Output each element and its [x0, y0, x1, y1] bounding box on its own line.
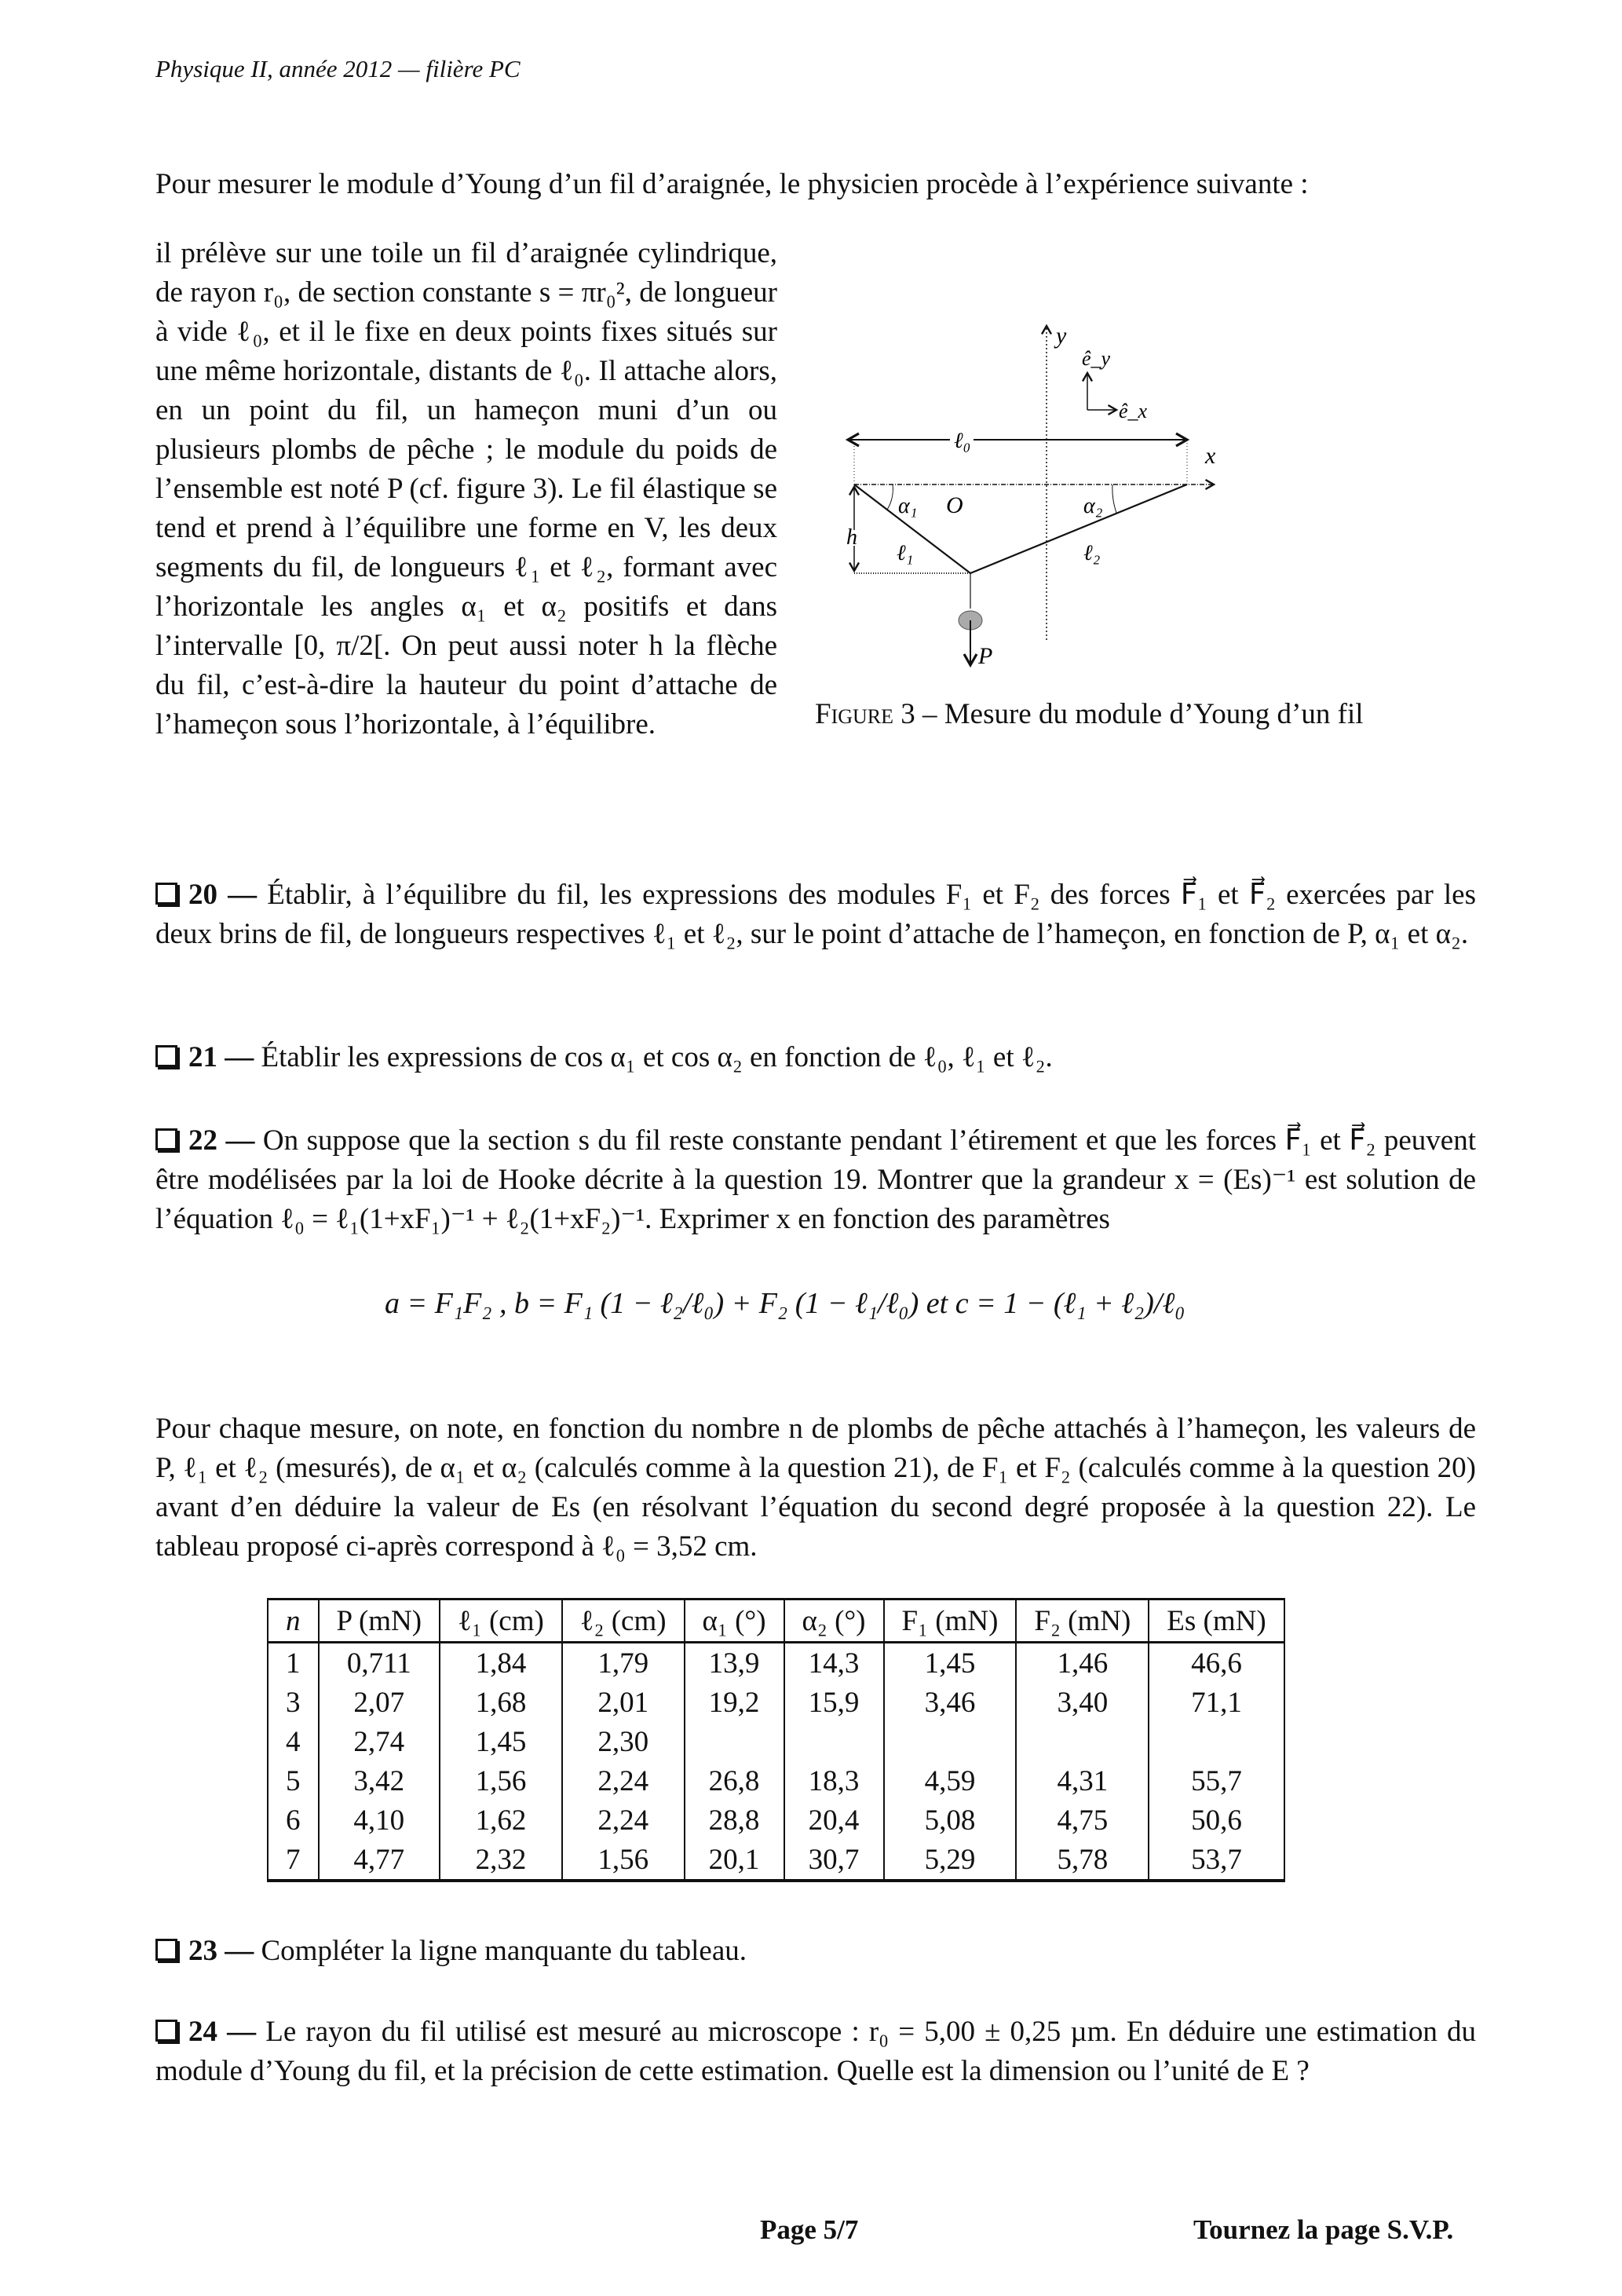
table-cell: 30,7 — [784, 1840, 884, 1881]
table-row — [268, 1722, 1284, 1761]
table-cell — [784, 1722, 884, 1761]
col-header: ℓ₁ (cm) — [440, 1600, 562, 1643]
table-cell: 7 — [268, 1840, 319, 1881]
table-cell: 1,46 — [1016, 1643, 1149, 1684]
table-header-row — [268, 1600, 1284, 1643]
col-header: F₁ (mN) — [884, 1600, 1017, 1643]
table-row — [268, 1683, 1284, 1722]
col-header: α₁ (°) — [685, 1600, 784, 1643]
table-cell: 4,75 — [1016, 1801, 1149, 1840]
checkbox-icon — [155, 2020, 177, 2042]
col-header: P (mN) — [319, 1600, 440, 1643]
table-cell: 5,78 — [1016, 1840, 1149, 1881]
table-row — [268, 1761, 1284, 1801]
table-cell: 2,30 — [562, 1722, 685, 1761]
table-row — [268, 1801, 1284, 1840]
figure-caption — [815, 697, 1364, 731]
question-text: Le rayon du fil utilisé est mesuré au microscope : r₀ = 5,00 ± 0,25 µm. En déduire une estimation du module d’Young du fil, et la précision de cette estimation. Quelle est la dimension ou l’unité de E ? — [155, 2016, 1477, 2087]
table-cell: 18,3 — [784, 1761, 884, 1801]
table-cell: 1,56 — [440, 1761, 562, 1801]
table-cell — [1016, 1722, 1149, 1761]
measurement-paragraph: Pour chaque mesure, on note, en fonction du nombre n de plombs de pêche attachés à l’hameçon, les valeurs de P, ℓ₁ et ℓ₂ (mesurés), de α₁ et α₂ (calculés comme à la question 21), de F₁ et F₂ (calculés comme à la question 20) avant d’en déduire la valeur de Es (en résolvant l’équation du second degré proposée à la question 22). Le tableau proposé ci-après correspond à ℓ₀ = 3,52 cm. — [155, 1413, 1476, 1563]
table-cell — [685, 1722, 784, 1761]
table-cell: 5,08 — [884, 1801, 1017, 1840]
measurement-table — [267, 1598, 1285, 1882]
table-cell: 5 — [268, 1761, 319, 1801]
intro-text: Pour mesurer le module d’Young d’un fil d’araignée, le physicien procède à l’expérience suivante : — [155, 168, 1309, 200]
question-text: Compléter la ligne manquante du tableau. — [254, 1935, 747, 1967]
table-cell: 3,42 — [319, 1761, 440, 1801]
table-cell: 2,24 — [562, 1761, 685, 1801]
table-cell: 1,62 — [440, 1801, 562, 1840]
table-cell: 71,1 — [1149, 1683, 1284, 1722]
alpha2-label: α₂ — [1083, 494, 1103, 518]
table-row — [268, 1840, 1284, 1881]
col-header: α₂ (°) — [784, 1600, 884, 1643]
wire-segment-2 — [970, 484, 1187, 573]
table-cell: 3,46 — [884, 1683, 1017, 1722]
page-header: Physique II, année 2012 — filière PC — [155, 55, 521, 82]
table-row — [268, 1643, 1284, 1684]
table-cell: 3 — [268, 1683, 319, 1722]
table-cell: 19,2 — [685, 1683, 784, 1722]
table-cell — [884, 1722, 1017, 1761]
table-cell: 1,79 — [562, 1643, 685, 1684]
col-header: F₂ (mN) — [1016, 1600, 1149, 1643]
checkbox-icon — [155, 883, 177, 905]
turn-page-note: Tournez la page S.V.P. — [1193, 2214, 1454, 2245]
question-22 — [155, 1121, 1476, 1239]
question-21 — [155, 1038, 1476, 1077]
table-cell: 2,74 — [319, 1722, 440, 1761]
question-20 — [155, 876, 1476, 954]
table-cell: 1,56 — [562, 1840, 685, 1881]
page-number: Page 5/7 — [760, 2214, 859, 2245]
question-23 — [155, 1932, 1476, 1971]
l0-label: ℓ₀ — [954, 429, 971, 453]
table-cell: 20,1 — [685, 1840, 784, 1881]
question-text: Établir, à l’équilibre du fil, les expressions des modules F₁ et F₂ des forces F⃗₁ et F⃗₂ exercées par les deux brins de fil, de longueurs respectives ℓ₁ et ℓ₂, sur le point d’attache de l’hameçon, en fonction de P, α₁ et α₂. — [155, 879, 1477, 950]
col-header: ℓ₂ (cm) — [562, 1600, 685, 1643]
caption-prefix: Figure 3 — [815, 698, 915, 730]
parameters-formula: a = F₁F₂ , b = F₁ (1 − ℓ₂/ℓ₀) + F₂ (1 − ℓ₁/ℓ₀) et c = 1 − (ℓ₁ + ℓ₂)/ℓ₀ — [385, 1287, 1185, 1320]
table-cell: 2,32 — [440, 1840, 562, 1881]
table-cell: 14,3 — [784, 1643, 884, 1684]
alpha1-label: α₁ — [898, 494, 918, 518]
question-number: 24 — — [188, 2016, 257, 2048]
table-cell: 13,9 — [685, 1643, 784, 1684]
checkbox-icon — [155, 1045, 177, 1067]
table-cell: 6 — [268, 1801, 319, 1840]
checkbox-icon — [155, 1939, 177, 1961]
checkbox-icon — [155, 1128, 177, 1150]
table-cell: 15,9 — [784, 1683, 884, 1722]
table-cell: 2,24 — [562, 1801, 685, 1840]
table-cell — [1149, 1722, 1284, 1761]
table-cell: 1,84 — [440, 1643, 562, 1684]
table-cell: 1,68 — [440, 1683, 562, 1722]
caption-text: – Mesure du module d’Young d’un fil — [915, 698, 1364, 730]
table-cell: 20,4 — [784, 1801, 884, 1840]
table-cell: 50,6 — [1149, 1801, 1284, 1840]
table-cell: 4,10 — [319, 1801, 440, 1840]
table-cell: 55,7 — [1149, 1761, 1284, 1801]
table-cell: 4,59 — [884, 1761, 1017, 1801]
question-number: 22 — — [188, 1124, 255, 1157]
table-cell: 28,8 — [685, 1801, 784, 1840]
ex-label: ê_x — [1119, 400, 1148, 422]
table-cell: 4 — [268, 1722, 319, 1761]
table-cell: 4,31 — [1016, 1761, 1149, 1801]
col-header: Es (mN) — [1149, 1600, 1284, 1643]
table-cell: 5,29 — [884, 1840, 1017, 1881]
table-cell: 1,45 — [884, 1643, 1017, 1684]
origin-label: O — [946, 492, 963, 518]
question-number: 21 — — [188, 1041, 254, 1073]
table-cell: 46,6 — [1149, 1643, 1284, 1684]
l2-label: ℓ₂ — [1083, 541, 1101, 565]
question-text: Établir les expressions de cos α₁ et cos α₂ en fonction de ℓ₀, ℓ₁ et ℓ₂. — [254, 1041, 1053, 1073]
x-label: x — [1205, 443, 1216, 469]
question-24 — [155, 2013, 1476, 2091]
figure-3-diagram — [832, 310, 1492, 687]
question-number: 23 — — [188, 1935, 254, 1967]
h-label: h — [846, 525, 857, 550]
table-cell: 2,01 — [562, 1683, 685, 1722]
table-cell: 1 — [268, 1643, 319, 1684]
table-cell: 0,711 — [319, 1643, 440, 1684]
question-text: On suppose que la section s du fil reste constante pendant l’étirement et que les forces F⃗₁ et F⃗₂ peuvent être modélisées par la loi de Hooke décrite à la question 19. Montrer que la grandeur x = (Es)⁻¹ est solution de l’équation ℓ₀ = ℓ₁(1+xF₁)⁻¹ + ℓ₂(1+xF₂)⁻¹. Exprimer x en fonction des paramètres — [155, 1124, 1477, 1235]
table-cell: 1,45 — [440, 1722, 562, 1761]
table-cell: 26,8 — [685, 1761, 784, 1801]
table-cell: 2,07 — [319, 1683, 440, 1722]
table-cell: 3,40 — [1016, 1683, 1149, 1722]
col-header: n — [268, 1600, 319, 1643]
table-cell: 53,7 — [1149, 1840, 1284, 1881]
l1-label: ℓ₁ — [897, 541, 914, 565]
question-number: 20 — — [188, 879, 258, 911]
ey-label: ê_y — [1082, 347, 1111, 370]
y-label: y — [1056, 323, 1067, 349]
P-label: P⃗ — [978, 643, 1011, 669]
experiment-description: il prélève sur une toile un fil d’araignée cylindrique, de rayon r₀, de section constante s = πr₀², de longueur à vide ℓ₀, et il le fixe en deux points fixes situés sur une même horizontale, distants de ℓ₀. Il attache alors, en un point du fil, un hameçon muni d’un ou plusieurs plombs de pêche ; le module du poids de l’ensemble est noté P (cf. figure 3). Le fil élastique se tend et prend à l’équilibre une forme en V, les deux segments du fil, de longueurs ℓ₁ et ℓ₂, formant avec l’horizontale les angles α₁ et α₂ positifs et dans l’intervalle [0, π/2[. On peut aussi noter h la flèche du fil, c’est-à-dire la hauteur du point d’attache de l’hameçon sous l’horizontale, à l’équilibre. — [155, 237, 777, 740]
table-cell: 4,77 — [319, 1840, 440, 1881]
